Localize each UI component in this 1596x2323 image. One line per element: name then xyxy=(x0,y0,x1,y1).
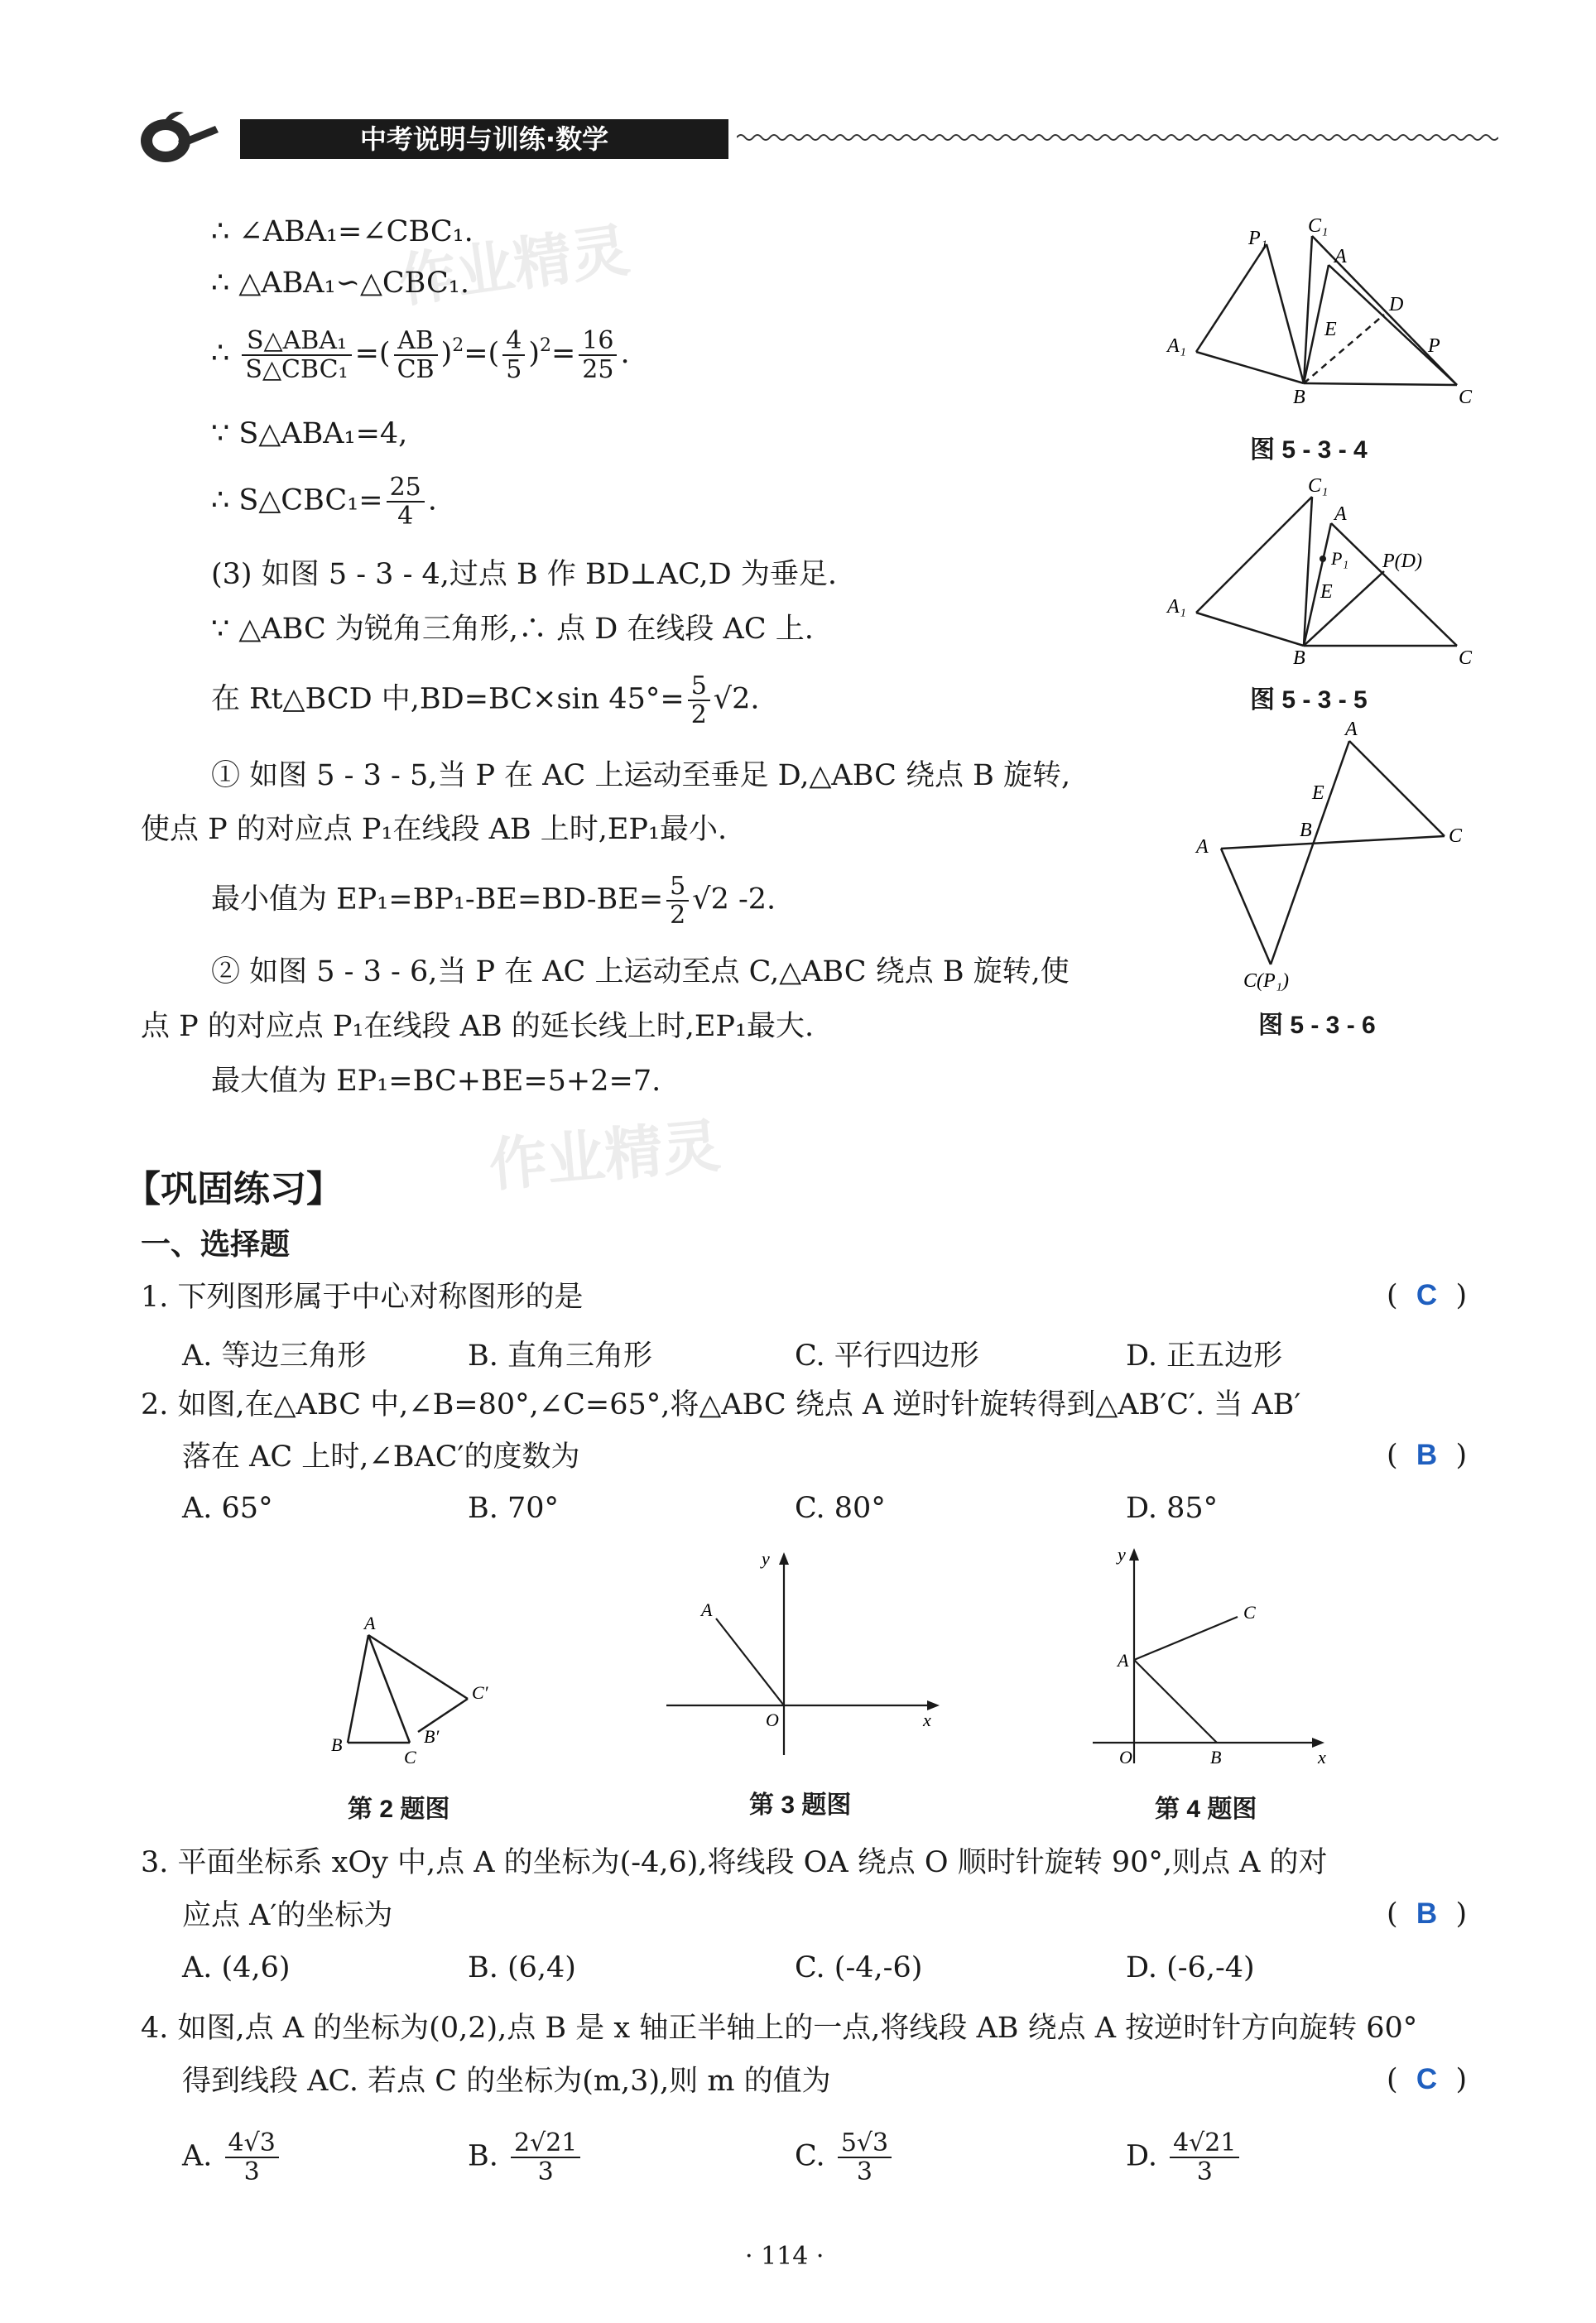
q4-option-c-frac xyxy=(838,2129,892,2186)
q2-edge-a-b xyxy=(348,1635,368,1743)
q3-option-c: C. (-4,-6) xyxy=(795,1951,923,1984)
fig534-label-e: E xyxy=(1324,319,1337,340)
l3-mid2-frac xyxy=(502,327,525,383)
l11-num: 5 xyxy=(666,873,689,902)
exercise-subsection: 一、选择题 xyxy=(141,1228,291,1262)
q2-label-bp: B′ xyxy=(424,1726,440,1747)
solution-line-14: 最大值为 EP₁=BC+BE=5+2=7. xyxy=(211,1065,661,1098)
q3-label-y: y xyxy=(762,1548,770,1569)
l3-res-den: 25 xyxy=(582,354,614,384)
q2-figure-caption: 第 2 题图 xyxy=(348,1796,450,1823)
q4-label-y: y xyxy=(1118,1544,1126,1565)
fig536-label-a-top: A xyxy=(1345,719,1358,740)
q2-stem-2: 落在 AC 上时,∠BAC′的度数为 xyxy=(182,1440,580,1474)
fig536-label-cp1: C(P₁) xyxy=(1243,970,1289,992)
q1-option-b: B. 直角三角形 xyxy=(468,1339,652,1373)
header xyxy=(132,108,1498,166)
q2-option-a: A. 65° xyxy=(182,1492,273,1525)
exercise-title: 【巩固练习】 xyxy=(124,1168,343,1210)
solution-line-6: (3) 如图 5 - 3 - 4,过点 B 作 BD⊥AC,D 为垂足. xyxy=(211,558,837,591)
page-number: · 114 · xyxy=(745,2242,824,2271)
figure-5-3-4-caption: 图 5 - 3 - 4 xyxy=(1250,436,1368,464)
q4-segment-ac xyxy=(1134,1617,1238,1660)
q4-y-arrow-icon xyxy=(1129,1548,1139,1561)
fig534-edge-a1-p1 xyxy=(1196,244,1267,352)
q4-option-b-frac xyxy=(511,2129,580,2186)
q3-label-x: x xyxy=(923,1710,931,1730)
q3-answer-paren: ( B ) xyxy=(1387,1897,1468,1931)
q4-stem-1: 4. 如图,点 A 的坐标为(0,2),点 B 是 x 轴正半轴上的一点,将线段 AB 绕点 A 按逆时针方向旋转 60° xyxy=(141,2012,1418,2045)
q1-option-a: A. 等边三角形 xyxy=(182,1339,367,1373)
fig534-edge-b-c xyxy=(1304,383,1457,385)
q4-option-a-den: 3 xyxy=(243,2157,260,2186)
q4-option-b-den: 3 xyxy=(537,2157,554,2186)
figure-5-3-6-caption: 图 5 - 3 - 6 xyxy=(1258,1012,1376,1039)
fig536-edge-a2-c xyxy=(1221,836,1445,849)
l5-den: 4 xyxy=(397,502,414,531)
q3-label-o: O xyxy=(766,1710,779,1730)
l3-res-frac xyxy=(579,327,617,383)
q3-option-b: B. (6,4) xyxy=(468,1951,576,1984)
q2-edge-a-c xyxy=(368,1635,410,1743)
q1-stem: 1. 下列图形属于中心对称图形的是 xyxy=(141,1281,584,1314)
q4-option-a-frac xyxy=(225,2129,279,2186)
solution-line-8 xyxy=(211,672,760,729)
fig536-label-b: B xyxy=(1300,820,1312,841)
l8-num: 5 xyxy=(688,672,710,701)
fig536-edge-a-cp1 xyxy=(1271,741,1349,964)
l8-den: 2 xyxy=(690,700,707,729)
header-wave-rule xyxy=(737,129,1498,146)
figure-5-3-4 xyxy=(1151,211,1498,410)
fig535-edge-a-c xyxy=(1331,523,1457,646)
q3-figure xyxy=(658,1548,948,1772)
q4-option-a-letter: A. xyxy=(182,2139,213,2173)
watermark-top: 作业精灵 xyxy=(394,215,634,316)
q3-y-arrow-icon xyxy=(779,1552,789,1565)
l3-mid2-num: 4 xyxy=(502,327,525,356)
q3-segment-oa xyxy=(716,1618,784,1705)
q4-option-b-letter: B. xyxy=(468,2139,498,2173)
solution-line-7: ∵ △ABC 为锐角三角形,∴ 点 D 在线段 AC 上. xyxy=(211,613,814,646)
q1-answer: C xyxy=(1416,1279,1438,1311)
fig534-label-a: A xyxy=(1334,246,1347,267)
fig535-label-a1: A₁ xyxy=(1167,596,1187,618)
header-title: 中考说明与训练·数学 xyxy=(359,123,609,155)
solution-line-13: 点 P 的对应点 P₁在线段 AB 的延长线上时,EP₁最大. xyxy=(141,1010,815,1043)
q4-label-c: C xyxy=(1243,1602,1256,1623)
q2-edge-a-cp xyxy=(368,1635,468,1699)
figure-5-3-5-caption: 图 5 - 3 - 5 xyxy=(1250,686,1368,714)
l8-frac xyxy=(688,672,710,729)
q2-label-a: A xyxy=(364,1614,376,1633)
l3-lhs-frac xyxy=(242,327,351,383)
solution-line-3: ∴ $\frac{\text{S△ABA₁}}{\text{S△CBC₁}}$ =( $\frac{AB}{CB}$ )$^2$=( $\frac{4}{5}$ )$^2$= $\frac{16}{25}$ . xyxy=(211,325,630,384)
solution-line-9: ① 如图 5 - 3 - 5,当 P 在 AC 上运动至垂足 D,△ABC 绕点 B 旋转, xyxy=(211,759,1071,792)
q4-answer-paren: ( C ) xyxy=(1387,2063,1468,2096)
l3-lhs-den: S△CBC₁ xyxy=(245,354,349,384)
q4-label-b: B xyxy=(1210,1747,1222,1768)
q3-stem-2: 应点 A′的坐标为 xyxy=(182,1899,393,1932)
figure-5-3-5 xyxy=(1151,472,1498,679)
q4-option-d xyxy=(1126,2129,1243,2186)
q2-answer-paren: ( B ) xyxy=(1387,1439,1468,1472)
fig534-label-d: D xyxy=(1389,294,1404,315)
q2-label-cp: C′ xyxy=(472,1682,488,1703)
solution-line-1: ∴ ∠ABA₁=∠CBC₁. xyxy=(211,215,474,248)
figure-5-3-6 xyxy=(1184,712,1498,993)
apple-logo-icon xyxy=(132,108,224,166)
fig535-label-b: B xyxy=(1293,647,1305,669)
fig534-edge-p1-b xyxy=(1267,244,1304,383)
fig536-label-c: C xyxy=(1449,825,1463,847)
l11-prefix: 最小值为 EP₁=BP₁-BE=BD-BE= xyxy=(211,883,664,916)
q4-option-a xyxy=(182,2129,282,2186)
fig536-edge-a2-cp1 xyxy=(1221,849,1271,964)
fig536-label-a-left: A xyxy=(1196,836,1209,858)
l11-den: 2 xyxy=(670,901,686,930)
q3-answer: B xyxy=(1416,1897,1438,1930)
q1-option-d: D. 正五边形 xyxy=(1126,1339,1283,1373)
fig536-label-e: E xyxy=(1312,782,1324,804)
fig534-label-c: C xyxy=(1459,387,1473,408)
fig534-label-b: B xyxy=(1293,387,1305,408)
solution-line-10: 使点 P 的对应点 P₁在线段 AB 上时,EP₁最小. xyxy=(141,813,728,846)
q4-figure xyxy=(1084,1544,1333,1772)
q3-label-a: A xyxy=(701,1599,713,1620)
fig535-label-e: E xyxy=(1320,581,1333,603)
q4-option-d-den: 3 xyxy=(1196,2157,1213,2186)
fig534-label-a1: A₁ xyxy=(1167,335,1187,357)
q2-option-c: C. 80° xyxy=(795,1492,886,1525)
q4-label-x: x xyxy=(1318,1747,1326,1768)
l3-prefix: ∴ xyxy=(211,337,230,370)
l3-mid2-den: 5 xyxy=(506,354,522,384)
q4-label-o: O xyxy=(1119,1747,1132,1768)
l5-num: 25 xyxy=(387,474,425,503)
q4-option-c-letter: C. xyxy=(795,2139,825,2173)
fig534-edge-a1-b xyxy=(1196,352,1304,383)
fig534-label-p1: P₁ xyxy=(1248,228,1268,249)
q4-option-b-num: 2√21 xyxy=(511,2129,580,2158)
q3-option-a: A. (4,6) xyxy=(182,1951,291,1984)
fig535-label-p1: P₁ xyxy=(1331,548,1349,569)
watermark-mid: 作业精灵 xyxy=(486,1111,723,1200)
q2-label-c: C xyxy=(404,1747,416,1768)
fig535-point-p1 xyxy=(1320,556,1326,562)
fig535-edge-a1-b xyxy=(1196,613,1304,646)
q2-figure xyxy=(306,1614,513,1780)
q4-option-c-num: 5√3 xyxy=(838,2129,892,2158)
q4-segment-ab xyxy=(1134,1660,1217,1743)
fig535-label-a: A xyxy=(1334,503,1347,525)
q3-figure-caption: 第 3 题图 xyxy=(749,1792,852,1819)
q2-answer: B xyxy=(1416,1439,1438,1471)
q4-option-d-letter: D. xyxy=(1126,2139,1157,2173)
l3-mid1-num: AB xyxy=(394,327,438,356)
solution-line-4: ∵ S△ABA₁=4, xyxy=(211,417,408,450)
q2-option-d: D. 85° xyxy=(1126,1492,1219,1525)
l5-prefix: ∴ S△CBC₁= xyxy=(211,483,383,517)
l11-frac xyxy=(666,873,689,929)
fig535-edge-b-pd xyxy=(1304,571,1384,646)
fig535-edge-a1-c1 xyxy=(1196,497,1312,613)
solution-line-12: ② 如图 5 - 3 - 6,当 P 在 AC 上运动至点 C,△ABC 绕点 B 旋转,使 xyxy=(211,955,1070,988)
solution-line-5: ∴ S△CBC₁= $\frac{25}{4}$ . xyxy=(211,473,437,531)
q4-answer: C xyxy=(1416,2063,1438,2095)
q4-option-d-num: 4√21 xyxy=(1170,2129,1239,2158)
q3-option-d: D. (-6,-4) xyxy=(1126,1951,1255,1984)
q4-option-b xyxy=(468,2129,584,2186)
q3-stem-1: 3. 平面坐标系 xOy 中,点 A 的坐标为(-4,6),将线段 OA 绕点 O 顺时针旋转 90°,则点 A 的对 xyxy=(141,1846,1328,1879)
fig534-label-c1: C₁ xyxy=(1308,215,1329,237)
fig534-label-p: P xyxy=(1428,335,1440,357)
q1-answer-paren: ( C ) xyxy=(1387,1279,1468,1312)
q2-label-b: B xyxy=(331,1734,343,1755)
l5-frac xyxy=(387,474,425,530)
solution-line-2: ∴ △ABA₁∽△CBC₁. xyxy=(211,267,469,300)
fig535-label-pd: P(D) xyxy=(1382,551,1422,572)
solution-line-11 xyxy=(211,873,776,929)
q2-stem-1: 2. 如图,在△ABC 中,∠B=80°,∠C=65°,将△ABC 绕点 A 逆时针旋转得到△AB′C′. 当 AB′ xyxy=(141,1388,1301,1421)
fig535-label-c: C xyxy=(1459,647,1473,669)
l3-res-num: 16 xyxy=(579,327,617,356)
l3-lhs-num: S△ABA₁ xyxy=(242,327,351,356)
q4-option-a-num: 4√3 xyxy=(225,2129,279,2158)
header-title-box xyxy=(240,119,728,159)
q4-option-d-frac xyxy=(1170,2129,1239,2186)
l3-mid1-frac xyxy=(394,327,438,383)
fig536-edge-a-c xyxy=(1349,741,1445,836)
fig535-label-c1: C₁ xyxy=(1308,475,1329,497)
q4-figure-caption: 第 4 题图 xyxy=(1155,1796,1257,1823)
l8-prefix: 在 Rt△BCD 中,BD=BC×sin 45°= xyxy=(211,682,685,716)
l8-suffix: √2. xyxy=(713,682,760,716)
fig534-edge-a-c xyxy=(1329,265,1457,385)
l11-suffix: √2 -2. xyxy=(692,883,776,916)
q4-label-a: A xyxy=(1118,1650,1129,1671)
q1-option-c: C. 平行四边形 xyxy=(795,1339,979,1373)
q2-option-b: B. 70° xyxy=(468,1492,560,1525)
q4-option-c xyxy=(795,2129,895,2186)
q4-stem-2: 得到线段 AC. 若点 C 的坐标为(m,3),则 m 的值为 xyxy=(182,2065,831,2098)
l3-mid1-den: CB xyxy=(397,354,435,384)
q4-option-c-den: 3 xyxy=(856,2157,873,2186)
